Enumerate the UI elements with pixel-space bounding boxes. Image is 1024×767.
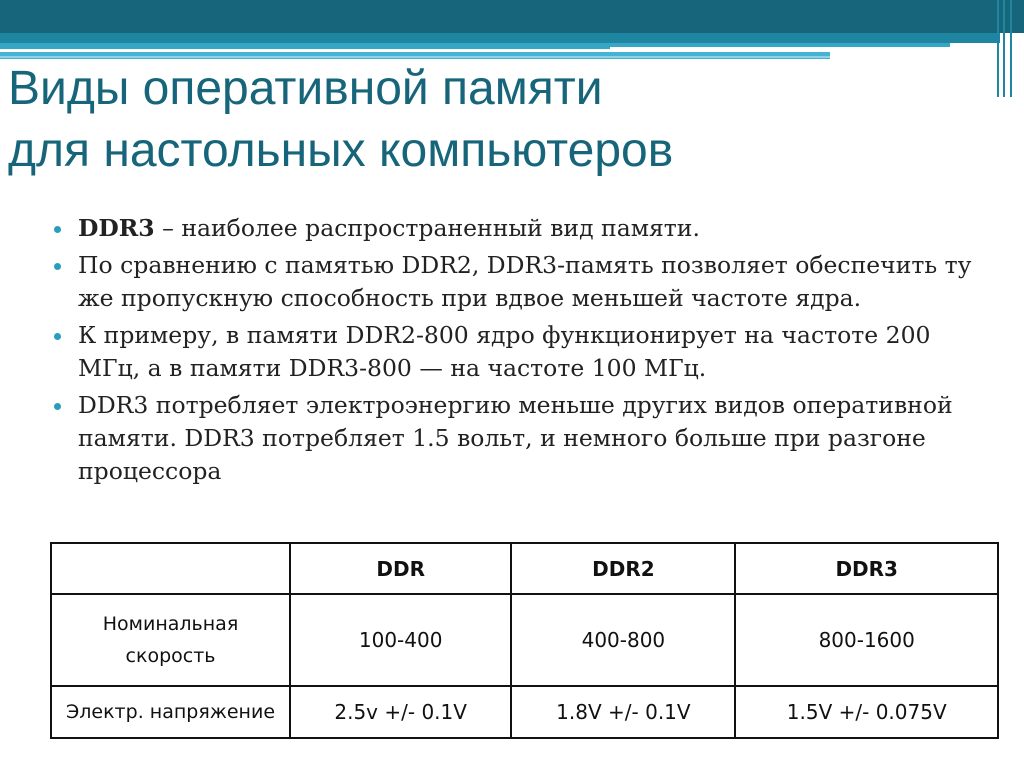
header-band-highlight (610, 47, 950, 50)
table-cell: 2.5v +/- 0.1V (290, 686, 511, 738)
table-cell: 800-1600 (735, 594, 998, 686)
table-row (51, 594, 998, 686)
table-row-label: Электр. напряжение (51, 686, 290, 738)
header-band-dark (0, 0, 1024, 33)
bullet-list (52, 212, 972, 492)
bullet-text: По сравнению с памятью DDR2, DDR3-память позволяет обеспечить ту же пропускную способность при вдвое меньшей частоте ядра. (78, 251, 972, 312)
table-cell: 1.5V +/- 0.075V (735, 686, 998, 738)
slide-title-line-1: Виды оперативной памяти (8, 62, 603, 115)
decor-vertical-line (1010, 0, 1012, 97)
table-row (51, 686, 998, 738)
table-header-cell (51, 543, 290, 594)
table-header-cell: DDR (290, 543, 511, 594)
table-row-label: Номинальная скорость (51, 594, 290, 686)
slide-title (8, 58, 1008, 182)
table-header-cell: DDR3 (735, 543, 998, 594)
bullet-bold: DDR3 (78, 214, 155, 242)
header-band-mid (0, 33, 1000, 43)
bullet-text: DDR3 потребляет электроэнергию меньше других видов оперативной памяти. DDR3 потребляет 1.5 вольт, и немного больше при разгоне процессора (78, 391, 953, 485)
table-header-row (51, 543, 998, 594)
table-cell: 400-800 (511, 594, 735, 686)
slide-title-line-2: для настольных компьютеров (8, 124, 674, 177)
bullet-text: – наиболее распространенный вид памяти. (154, 214, 700, 242)
bullet-item (52, 249, 972, 315)
memory-comparison-table (50, 542, 999, 739)
table-header-cell: DDR2 (511, 543, 735, 594)
bullet-text: К примеру, в памяти DDR2-800 ядро функционирует на частоте 200 МГц, а в памяти DDR3-800 — на частоте 100 МГц. (78, 321, 931, 382)
table-cell: 1.8V +/- 0.1V (511, 686, 735, 738)
table-cell: 100-400 (290, 594, 511, 686)
bullet-item (52, 319, 972, 385)
bullet-item (52, 389, 972, 488)
bullet-item (52, 212, 972, 245)
